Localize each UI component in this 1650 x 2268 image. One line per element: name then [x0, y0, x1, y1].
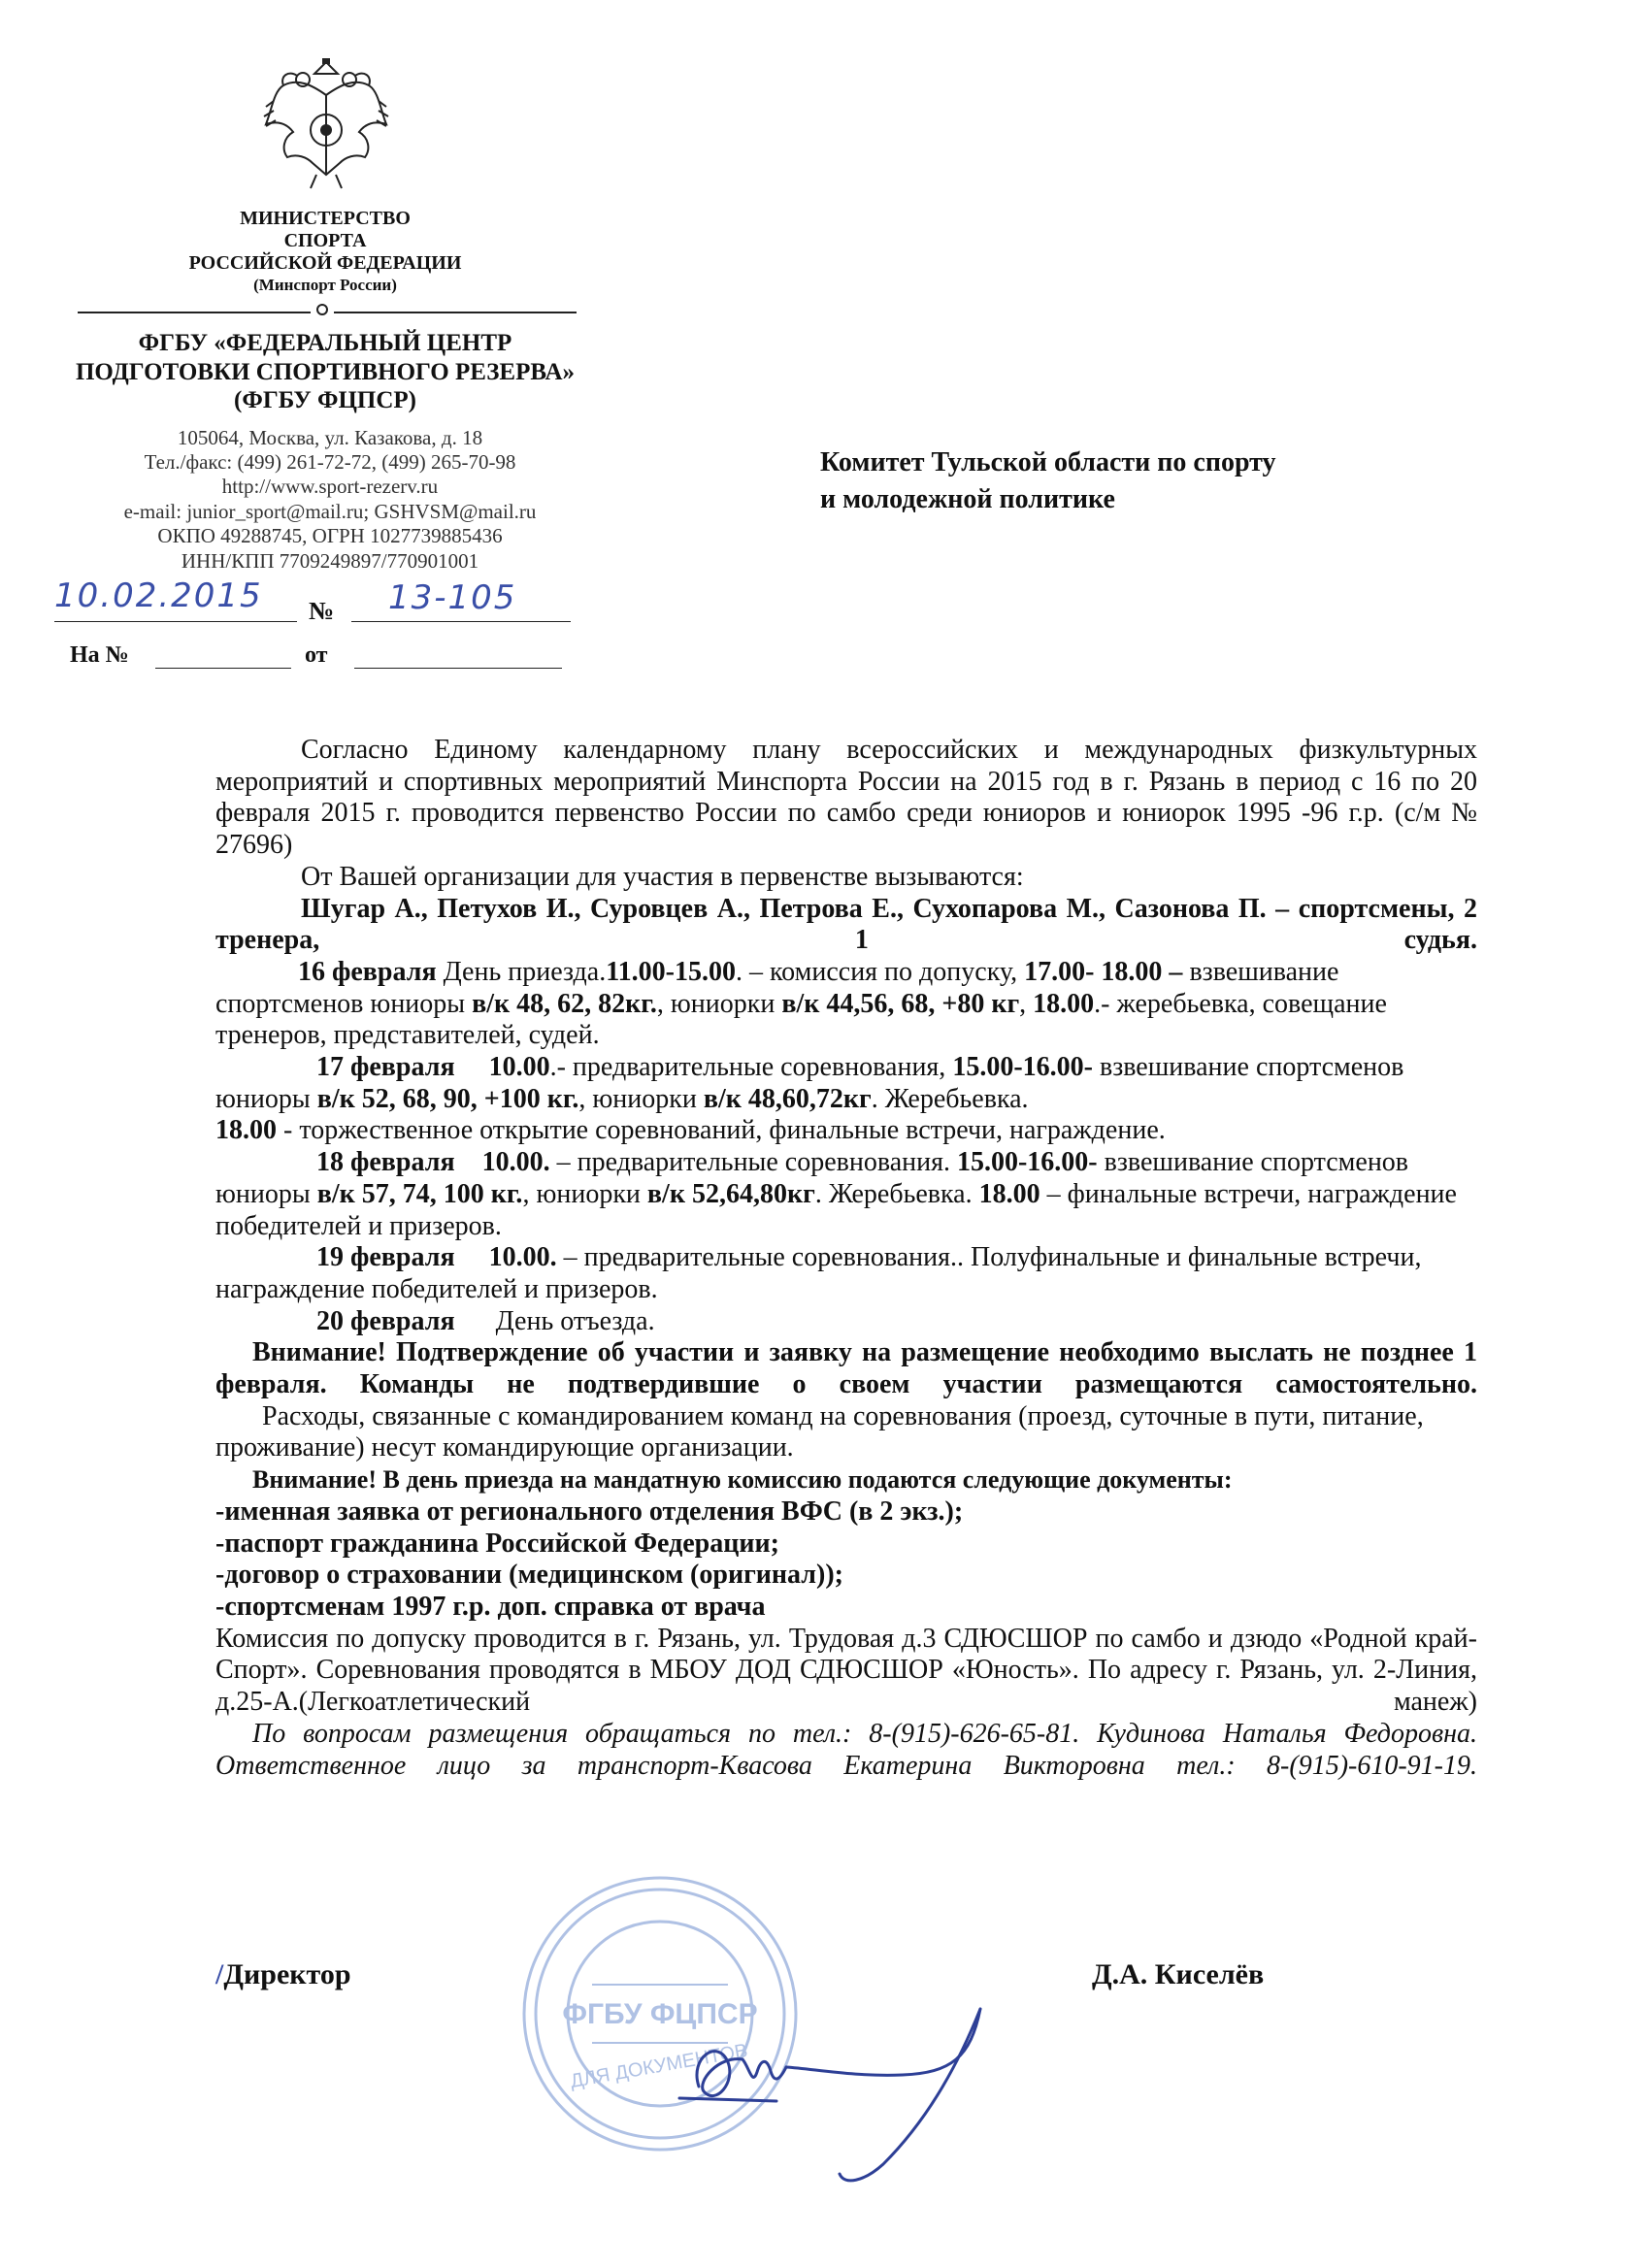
- stamp-inner-text: ДЛЯ ДОКУМЕНТОВ: [568, 2040, 749, 2092]
- text: , юниорки: [522, 1178, 647, 1209]
- pen-mark-icon: /: [215, 1958, 224, 1990]
- handwritten-number: 13-105: [388, 578, 517, 617]
- commission-paragraph: Комиссия по допуску проводится в г. Рязань, ул. Трудовая д.3 СДЮСШОР по самбо и дзюдо «Родной край-Спорт». Соревнования проводятся в МБОУ ДОД СДЮСШОР «Юность». По адресу г. Рязань, ул. 2-Линия, д.25-А.(Легкоатлетический манеж): [215, 1623, 1477, 1718]
- weight-classes: в/к 48,60,72кг: [703, 1083, 872, 1114]
- number-underline: [351, 621, 571, 622]
- schedule-feb-20: [215, 1306, 1477, 1338]
- time: 18.00: [1033, 988, 1095, 1019]
- divider-right: [334, 312, 577, 313]
- schedule-feb-17: [215, 1052, 1477, 1147]
- document-item: -спортсменам 1997 г.р. доп. справка от врача: [215, 1591, 766, 1622]
- contact-website: http://www.sport-rezerv.ru: [221, 475, 439, 498]
- org-line-1: ФГБУ «ФЕДЕРАЛЬНЫЙ ЦЕНТР: [138, 330, 512, 356]
- text: . Жеребьевка.: [814, 1178, 979, 1209]
- text: ,: [1019, 988, 1034, 1019]
- divider-ornament-icon: [316, 304, 328, 315]
- schedule-feb-19: [215, 1242, 1477, 1305]
- divider-left: [78, 312, 311, 313]
- attention-documents: Внимание! В день приезда на мандатную комиссию подаются следующие документы:: [252, 1465, 1233, 1495]
- date-feb-18: 18 февраля: [316, 1147, 455, 1178]
- time: 17.00- 18.00 –: [1024, 956, 1183, 987]
- weight-classes: в/к 44,56, 68, +80 кг: [781, 988, 1020, 1019]
- number-label: №: [309, 597, 335, 625]
- time: 10.00: [488, 1052, 550, 1083]
- contact-inn: ИНН/КПП 7709249897/770901001: [181, 549, 479, 573]
- document-item: -именная заявка от регионального отделения ВФС (в 2 экз.);: [215, 1496, 964, 1527]
- attention-confirmation: Внимание! Подтверждение об участии и заявку на размещение необходимо выслать не позднее 1 февраля. Команды не подтвердившие о своем участии размещаются самостоятельно.: [215, 1337, 1477, 1400]
- text: . Жеребьевка.: [871, 1083, 1029, 1114]
- time: 15.00-16.00-: [952, 1052, 1093, 1083]
- text: День отъезда.: [495, 1305, 655, 1336]
- summons-paragraph: От Вашей организации для участия в первенстве вызываются:: [301, 861, 1024, 892]
- text: взвешивание спортсменов юниоры: [215, 1052, 1404, 1114]
- schedule-feb-16: [215, 957, 1477, 1052]
- time: 18.00: [215, 1115, 277, 1146]
- stamp-ring-text: ФГБУ ФЦПСР: [562, 1998, 758, 2030]
- ministry-short-name: (Минспорт России): [253, 276, 397, 294]
- contact-phone: Тел./факс: (499) 261-72-72, (499) 265-70-98: [144, 450, 516, 474]
- participants-paragraph: Шугар А., Петухов И., Суровцев А., Петрова Е., Сухопарова М., Сазонова П. – спортсмены, 2 тренера, 1 судья.: [215, 893, 1477, 956]
- org-line-2: ПОДГОТОВКИ СПОРТИВНОГО РЕЗЕРВА»: [75, 359, 576, 385]
- double-headed-eagle-emblem-icon: [254, 56, 398, 192]
- text: День приезда.: [436, 956, 607, 987]
- addressee-line-1: Комитет Тульской области по спорту: [820, 447, 1276, 477]
- text: .- предварительные соревнования,: [549, 1052, 953, 1083]
- ministry-line-1: МИНИСТЕРСТВО: [240, 208, 411, 229]
- contact-okpo: ОКПО 49288745, ОГРН 1027739885436: [157, 524, 503, 547]
- time: 10.00.: [481, 1147, 550, 1178]
- weight-classes: в/к 52,64,80кг: [646, 1178, 815, 1209]
- handwritten-signature: [660, 1970, 1009, 2193]
- addressee-line-2: и молодежной политике: [820, 484, 1115, 514]
- expenses-paragraph: Расходы, связанные с командированием команд на соревнования (проезд, суточные в пути, питание, проживание) несут командирующие организации.: [215, 1400, 1424, 1463]
- text: . – комиссия по допуску,: [735, 956, 1025, 987]
- text: взвешивание спортсменов юниоры: [215, 1147, 1409, 1209]
- text: взвешивание спортсменов юниоры: [215, 956, 1339, 1019]
- weight-classes: в/к 57, 74, 100 кг.: [316, 1178, 523, 1209]
- date-feb-20: 20 февраля: [316, 1305, 455, 1336]
- ministry-line-2: СПОРТА: [283, 230, 367, 251]
- signatory-name: Д.А. Киселёв: [1092, 1958, 1265, 1990]
- weight-classes: в/к 48, 62, 82кг.: [472, 988, 657, 1019]
- contact-email: e-mail: junior_sport@mail.ru; GSHVSM@mail.ru: [123, 500, 537, 523]
- document-item: -договор о страховании (медицинском (оригинал));: [215, 1560, 843, 1591]
- handwritten-date: 10.02.2015: [54, 576, 263, 615]
- signatory-title-text: Директор: [223, 1958, 351, 1990]
- contact-address: 105064, Москва, ул. Казакова, д. 18: [177, 426, 483, 449]
- text: – предварительные соревнования.: [549, 1147, 957, 1178]
- intro-paragraph: Согласно Единому календарному плану всероссийских и международных физкультурных мероприятий и спортивных мероприятий Минспорта России на 2015 год в г. Рязань в период с 16 по 20 февраля 2015 г. проводится первенство России по самбо среди юниоров и юниорок 1995 -96 г.р. (с/м № 27696): [215, 735, 1477, 861]
- weight-classes: в/к 52, 68, 90, +100 кг.: [316, 1083, 579, 1114]
- time: 11.00-15.00: [606, 956, 736, 987]
- text: , юниорки: [656, 988, 782, 1019]
- from-blank: [354, 668, 562, 669]
- text: , юниорки: [578, 1083, 704, 1114]
- reference-blank: [155, 668, 291, 669]
- ministry-line-3: РОССИЙСКОЙ ФЕДЕРАЦИИ: [188, 252, 462, 274]
- letter-body: [215, 735, 1477, 1782]
- date-feb-17: 17 февраля: [316, 1052, 455, 1083]
- reference-label: На №: [70, 642, 129, 668]
- date-feb-16: 16 февраля: [298, 956, 437, 987]
- from-label: от: [305, 642, 328, 668]
- text: .- жеребьевка, совещание тренеров, представителей, судей.: [215, 988, 1387, 1051]
- time: 18.00: [978, 1178, 1040, 1209]
- time: 10.00.: [488, 1242, 557, 1273]
- text: – финальные встречи, награждение победителей и призеров.: [215, 1178, 1457, 1241]
- signatory-title: [215, 1958, 351, 1991]
- date-feb-19: 19 февраля: [316, 1242, 455, 1273]
- text: – предварительные соревнования.. Полуфинальные и финальные встречи, награждение победителей и призеров.: [215, 1242, 1422, 1304]
- date-underline: [54, 621, 297, 622]
- text: - торжественное открытие соревнований, финальные встречи, награждение.: [277, 1115, 1166, 1146]
- org-line-3: (ФГБУ ФЦПСР): [234, 387, 416, 413]
- contacts-paragraph: По вопросам размещения обращаться по тел.: 8-(915)-626-65-81. Кудинова Наталья Федоровна. Ответственное лицо за транспорт-Квасова Екатерина Викторовна тел.: 8-(915)-610-91-19.: [215, 1718, 1477, 1781]
- schedule-feb-18: [215, 1147, 1477, 1242]
- document-item: -паспорт гражданина Российской Федерации;: [215, 1528, 779, 1559]
- time: 15.00-16.00-: [956, 1147, 1098, 1178]
